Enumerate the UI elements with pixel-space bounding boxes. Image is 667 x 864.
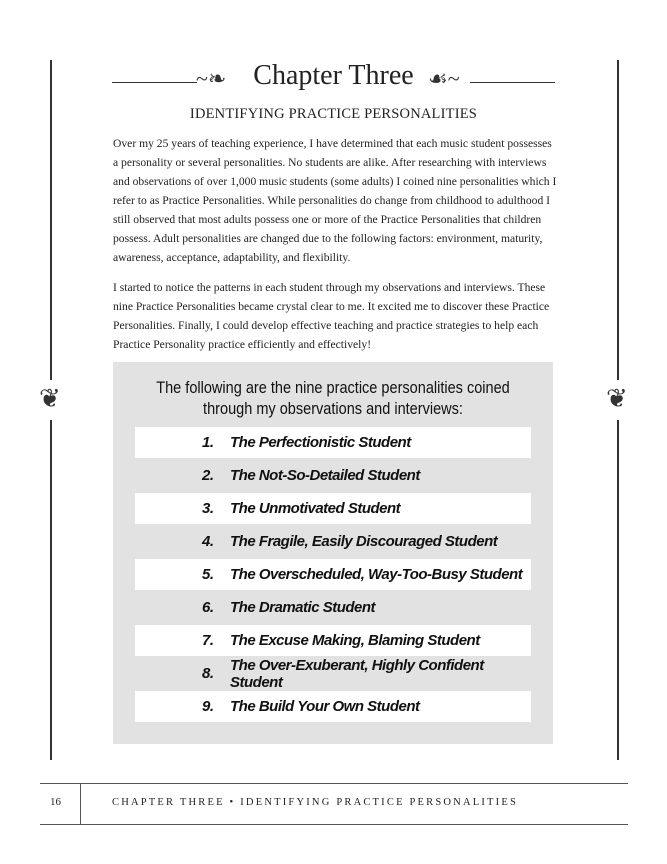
left-ornament-icon: ❦ [39, 384, 61, 413]
list-item-number: 4. [202, 533, 214, 550]
list-item-text: The Unmotivated Student [230, 500, 401, 517]
list-item-number: 1. [202, 434, 214, 451]
list-item-number: 9. [202, 698, 214, 715]
list-item [135, 691, 531, 722]
list-item-number: 6. [202, 599, 214, 616]
footer-rule [40, 783, 628, 784]
list-item-text: The Over-Exuberant, Highly Confident Student [230, 656, 484, 691]
list-item-text: The Build Your Own Student [230, 698, 420, 715]
list-item-text: The Not-So-Detailed Student [230, 467, 420, 484]
right-ornament-icon: ❦ [606, 384, 628, 413]
list-item-number: 2. [202, 467, 214, 484]
footer-divider [80, 783, 81, 825]
body-paragraph: I started to notice the patterns in each student through my observations and interviews. These nine Practice Personalities became crystal clear to me. It excited me to discover these Practice Personalities. Finally, I could develop effective teaching and practice strategies to help each Practice Personality practice efficiently and effectively! [113, 281, 550, 351]
list-item [135, 460, 531, 491]
running-head: CHAPTER THREE • IDENTIFYING PRACTICE PERSONALITIES [112, 797, 519, 808]
page-number: 16 [50, 796, 61, 808]
chapter-title: Chapter Three [253, 60, 414, 91]
box-intro-line: through my observations and interviews: [203, 400, 463, 418]
list-item-number: 8. [202, 665, 214, 682]
flourish-left-icon: ~❧ [196, 66, 227, 91]
list-item [135, 592, 531, 623]
box-intro-line: The following are the nine practice personalities coined [156, 379, 510, 397]
right-border-line [617, 420, 619, 760]
body-paragraph: Over my 25 years of teaching experience, I have determined that each music student possesses a personality or several personalities. No students are alike. After researching with interviews and observations of over 1,000 music students (some adults) I coined nine personalities which I refer to as Practice Personalities. While personalities do change from childhood to adulthood I still observed that most adults possess one or more of the Practice Personalities that children possess. Adult personalities are changed due to the following factors: environment, maturity, awareness, acceptance, adaptability, and flexibility. [113, 137, 557, 264]
list-item-text: The Perfectionistic Student [230, 434, 411, 451]
list-item [135, 559, 531, 590]
left-border-line [50, 420, 52, 760]
list-item [135, 526, 531, 557]
list-item [135, 427, 531, 458]
list-item-text: The Dramatic Student [230, 599, 376, 616]
title-rule-right [470, 82, 555, 83]
list-item [135, 493, 531, 524]
personalities-box [113, 362, 553, 744]
box-intro [139, 378, 526, 420]
list-item-text: The Overscheduled, Way-Too-Busy Student [230, 566, 523, 583]
list-item-text: The Excuse Making, Blaming Student [230, 632, 480, 649]
list-item-number: 5. [202, 566, 214, 583]
section-heading: IDENTIFYING PRACTICE PERSONALITIES [189, 106, 478, 122]
list-item-text: The Fragile, Easily Discouraged Student [230, 533, 498, 550]
list-item [135, 658, 531, 689]
flourish-right-icon: ☙~ [428, 66, 460, 91]
list-item-number: 3. [202, 500, 214, 517]
list-item-number: 7. [202, 632, 214, 649]
footer-rule [40, 824, 628, 825]
list-item [135, 625, 531, 656]
